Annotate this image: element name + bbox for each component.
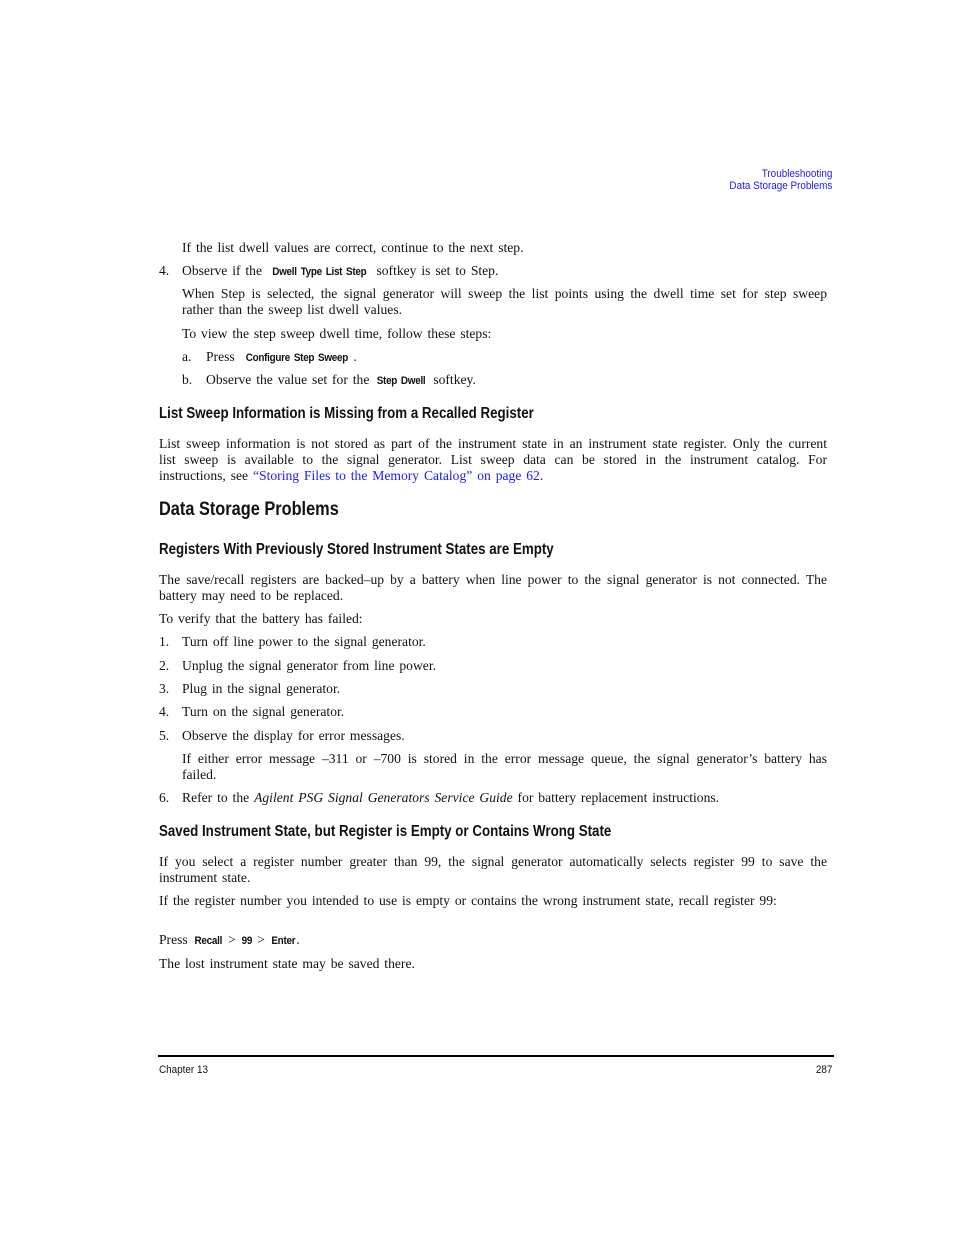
section-heading: List Sweep Information is Missing from a Recalled Register xyxy=(159,405,534,422)
paragraph xyxy=(159,436,827,484)
step xyxy=(182,790,827,806)
section-heading: Saved Instrument State, but Register is Empty or Contains Wrong State xyxy=(159,823,612,840)
step-number: 4. xyxy=(159,704,170,719)
paragraph: If the register number you intended to use is empty or contains the wrong instrument state, recall register 99: xyxy=(159,893,777,908)
step-number: 2. xyxy=(159,658,170,673)
step-number: 1. xyxy=(159,634,170,649)
text: softkey is set to Step. xyxy=(371,263,499,278)
text: . xyxy=(539,468,544,483)
paragraph: If either error message –311 or –700 is stored in the error message queue, the signal generator’s battery has failed. xyxy=(182,751,827,782)
paragraph: When Step is selected, the signal generator will sweep the list points using the dwell time set for step sweep rather than the sweep list dwell values. xyxy=(182,286,827,317)
key-enter: Enter xyxy=(271,935,296,947)
softkey-step-dwell: Step Dwell xyxy=(377,375,426,387)
text: . xyxy=(296,932,300,947)
paragraph: If you select a register number greater than 99, the signal generator automatically selects register 99 to save the instrument state. xyxy=(159,854,827,885)
paragraph: To view the step sweep dwell time, follow these steps: xyxy=(182,326,492,341)
paragraph: If the list dwell values are correct, continue to the next step. xyxy=(182,240,524,255)
footer-chapter: Chapter 13 xyxy=(159,1064,208,1076)
step: Plug in the signal generator. xyxy=(182,681,341,696)
step: Turn off line power to the signal generator. xyxy=(182,634,426,649)
header-section-link[interactable]: Data Storage Problems xyxy=(729,180,832,192)
main-heading: Data Storage Problems xyxy=(159,499,339,520)
text: Press xyxy=(206,349,240,364)
separator: > xyxy=(252,932,270,947)
substep-a xyxy=(206,349,826,366)
service-guide-title: Agilent PSG Signal Generators Service Guide xyxy=(254,790,513,805)
section-heading: Registers With Previously Stored Instrument States are Empty xyxy=(159,541,554,558)
step: Unplug the signal generator from line power. xyxy=(182,658,436,673)
page-number: 287 xyxy=(815,1064,832,1076)
paragraph: The lost instrument state may be saved there. xyxy=(159,956,415,971)
step-number: 5. xyxy=(159,728,170,743)
step-4 xyxy=(182,263,827,280)
substep-b xyxy=(206,372,826,389)
text: Press xyxy=(159,932,193,947)
text: List sweep information is not stored as part of the instrument state in an instrument state register. Only the current list sweep is available to the signal generator. List sweep data can be stored in the instrument catalog. For instructions, see xyxy=(159,436,827,483)
text: for battery replacement instructions. xyxy=(512,790,720,805)
separator: > xyxy=(223,932,241,947)
step-number: 6. xyxy=(159,790,170,805)
key-99: 99 xyxy=(241,935,252,947)
key-recall: Recall xyxy=(194,935,222,947)
text: softkey. xyxy=(428,372,476,387)
text: Refer to the xyxy=(182,790,255,805)
press-instruction xyxy=(159,932,827,949)
text: . xyxy=(353,349,357,364)
step-number: 3. xyxy=(159,681,170,696)
softkey-dwell-type: Dwell Type List Step xyxy=(272,266,367,278)
substep-letter: a. xyxy=(182,349,192,364)
step: Turn on the signal generator. xyxy=(182,704,345,719)
step-number: 4. xyxy=(159,263,170,278)
paragraph: The save/recall registers are backed–up by a battery when line power to the signal generator is not connected. The battery may need to be replaced. xyxy=(159,572,827,603)
softkey-configure-step-sweep: Configure Step Sweep xyxy=(245,352,348,364)
header-chapter-link[interactable]: Troubleshooting xyxy=(761,168,832,180)
substep-letter: b. xyxy=(182,372,193,387)
text: Observe if the xyxy=(182,263,267,278)
paragraph: To verify that the battery has failed: xyxy=(159,611,363,626)
footer-rule xyxy=(158,1055,834,1057)
step: Observe the display for error messages. xyxy=(182,728,405,743)
running-header xyxy=(729,168,832,192)
memory-catalog-link[interactable]: “Storing Files to the Memory Catalog” on page 62 xyxy=(253,468,540,483)
text: Observe the value set for the xyxy=(206,372,375,387)
